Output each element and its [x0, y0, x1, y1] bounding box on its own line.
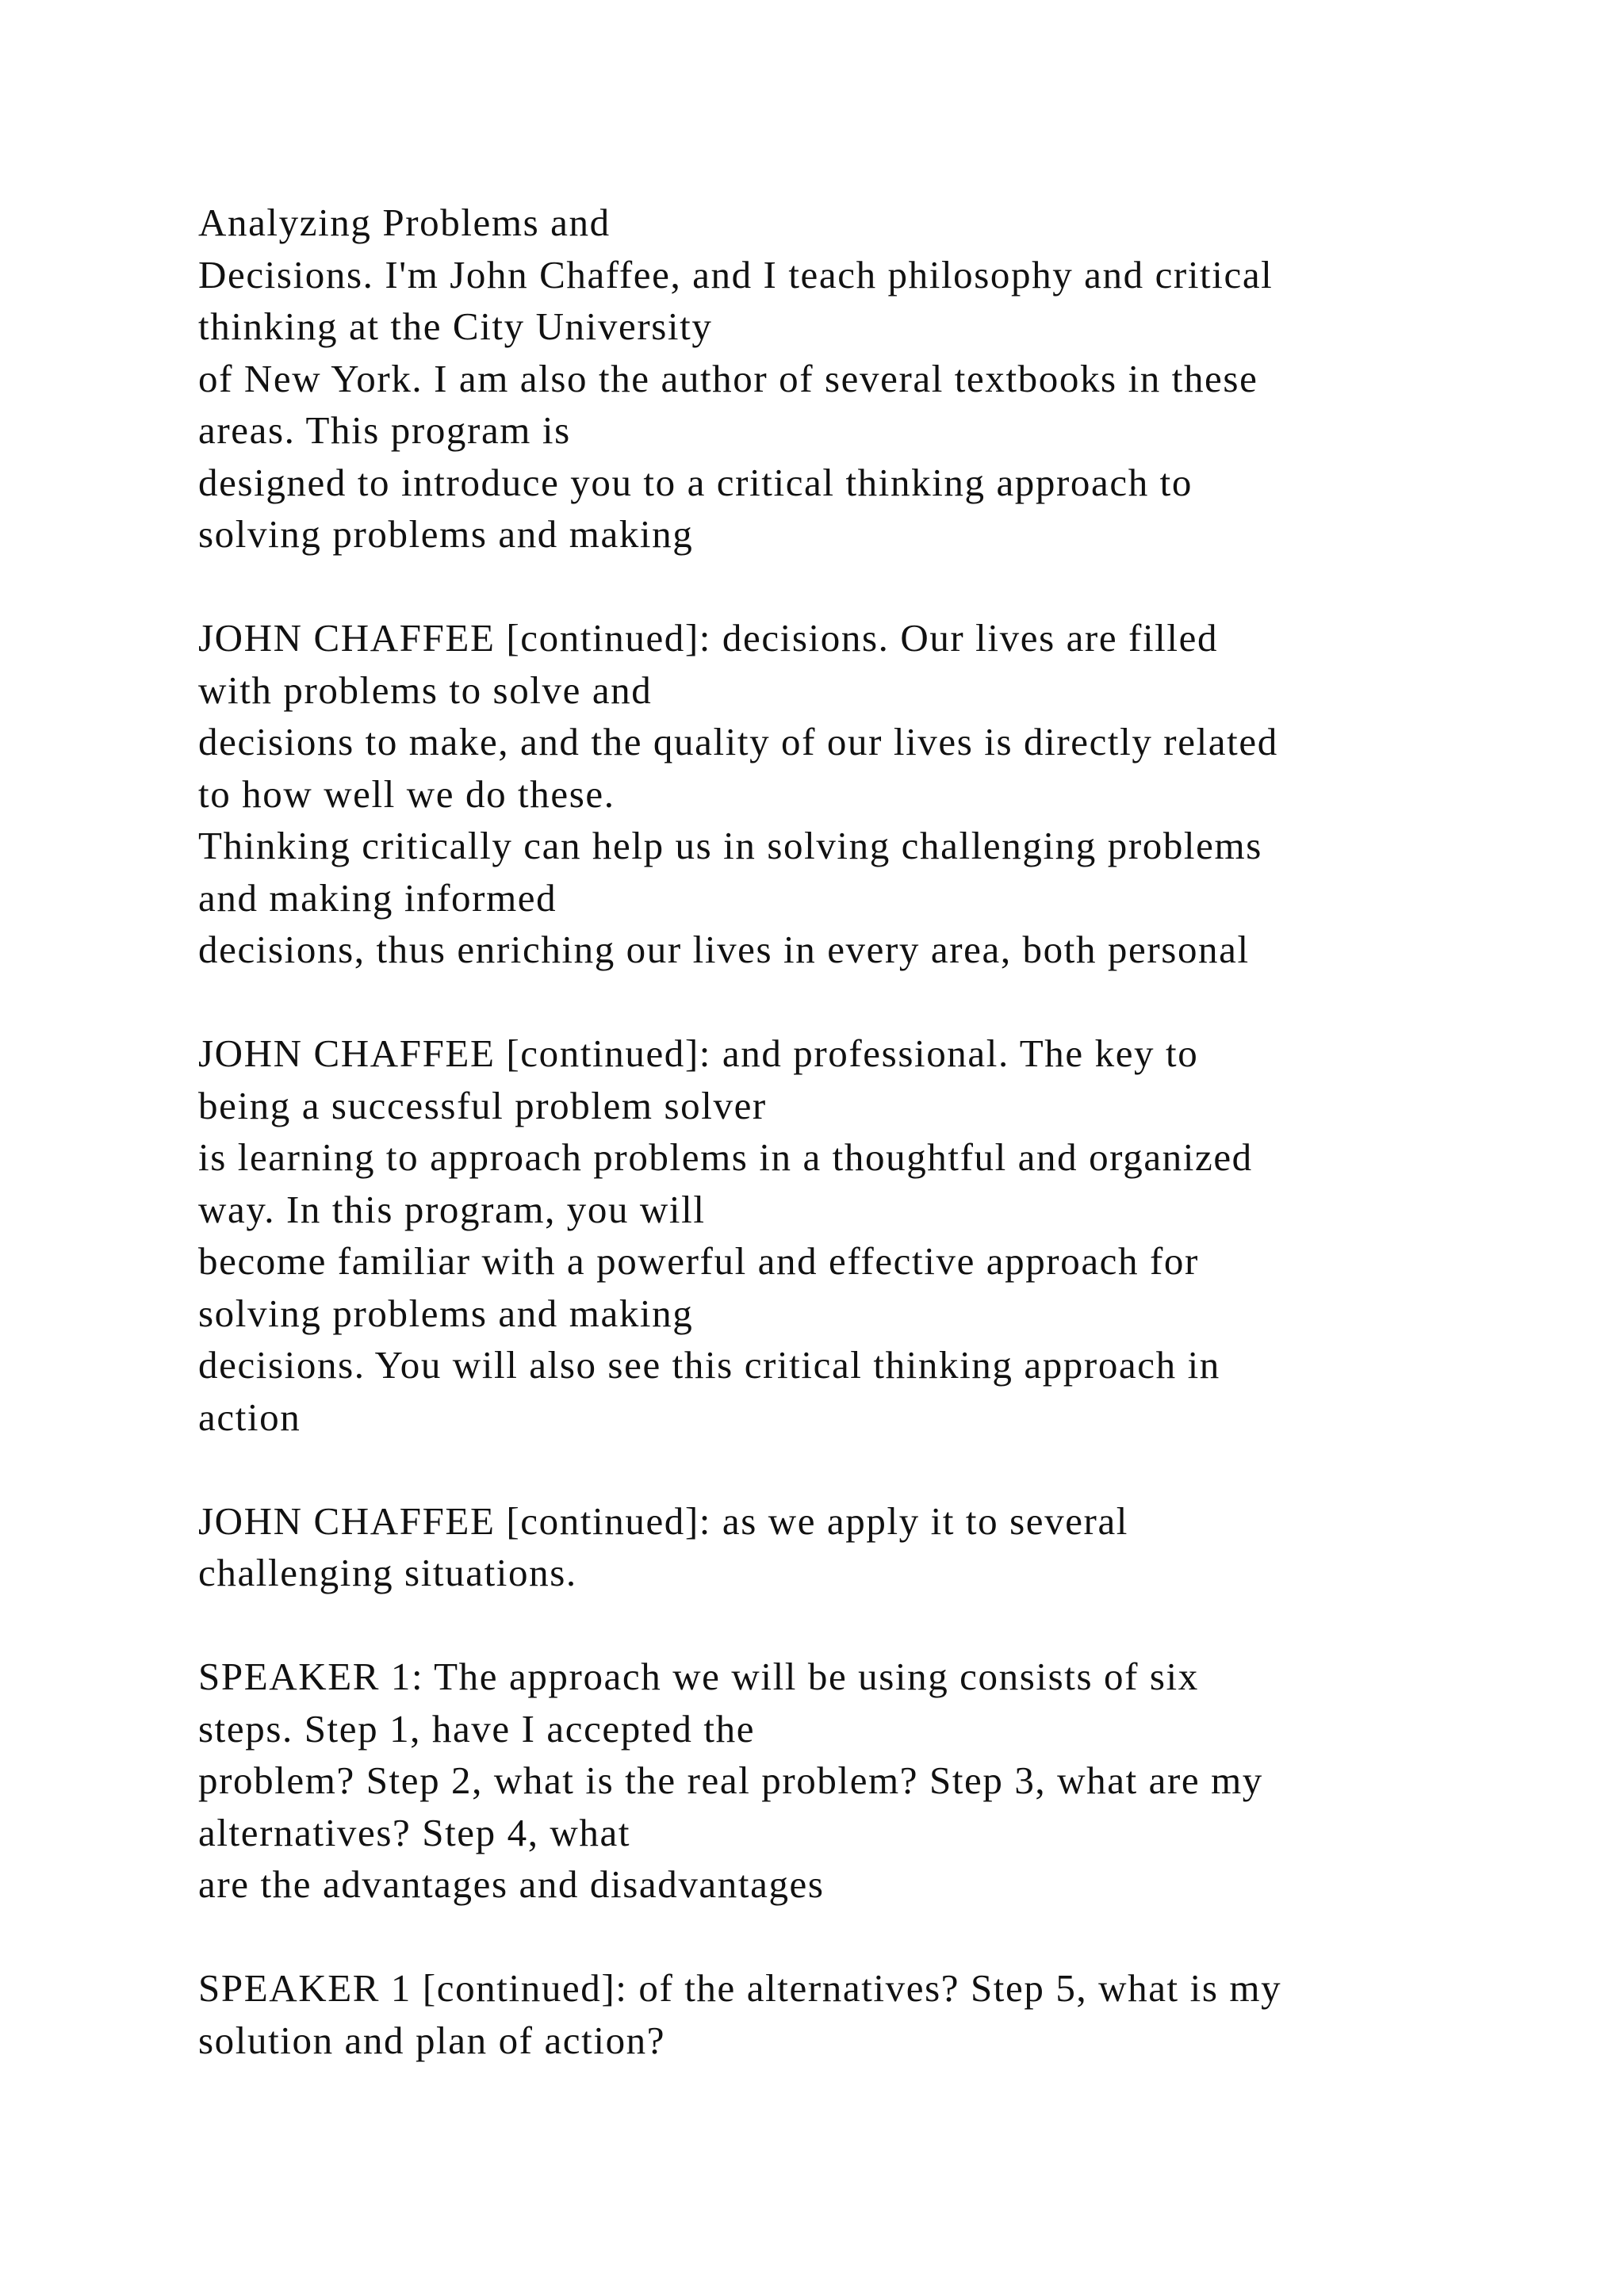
text-line: solving problems and making [198, 512, 694, 556]
text-line: Decisions. I'm John Chaffee, and I teach philosophy and critical [198, 252, 1274, 297]
text-line: SPEAKER 1: The approach we will be using consists of six [198, 1655, 1199, 1698]
paragraph-4 [198, 1495, 1467, 1599]
text-line: become familiar with a powerful and effective approach for [198, 1239, 1199, 1283]
text-line: decisions. You will also see this critical thinking approach in [198, 1343, 1220, 1387]
paragraph-3 [198, 1027, 1467, 1443]
text-line: of New York. I am also the author of several textbooks in these [198, 356, 1258, 400]
text-line: action [198, 1395, 301, 1439]
text-line: challenging situations. [198, 1551, 577, 1594]
text-line: being a successful problem solver [198, 1083, 767, 1127]
text-line: solution and plan of action? [198, 2018, 666, 2062]
text-line: is learning to approach problems in a thoughtful and organized [198, 1135, 1253, 1179]
paragraph-2 [198, 612, 1467, 976]
text-line: decisions, thus enriching our lives in every area, both personal [198, 928, 1250, 971]
text-line: thinking at the City University [198, 304, 713, 348]
text-line: JOHN CHAFFEE [continued]: decisions. Our lives are filled [198, 616, 1219, 660]
text-line: designed to introduce you to a critical thinking approach to [198, 460, 1193, 504]
text-line: steps. Step 1, have I accepted the [198, 1706, 756, 1751]
transcript-text [198, 197, 1467, 2066]
text-line: alternatives? Step 4, what [198, 1810, 631, 1854]
paragraph-5 [198, 1651, 1467, 1911]
text-line: JOHN CHAFFEE [continued]: and professional. The key to [198, 1031, 1199, 1075]
paragraph-6 [198, 1962, 1467, 2066]
text-line: way. In this program, you will [198, 1187, 706, 1231]
text-line: with problems to solve and [198, 668, 653, 712]
text-line: Analyzing Problems and [198, 201, 611, 244]
text-line: SPEAKER 1 [continued]: of the alternatives? Step 5, what is my [198, 1966, 1282, 2010]
text-line: Thinking critically can help us in solving challenging problems [198, 824, 1262, 867]
text-line: are the advantages and disadvantages [198, 1862, 825, 1906]
text-line: decisions to make, and the quality of our lives is directly related [198, 720, 1278, 763]
text-line: and making informed [198, 875, 557, 920]
text-line: to how well we do these. [198, 771, 615, 816]
text-line: JOHN CHAFFEE [continued]: as we apply it to several [198, 1498, 1129, 1543]
text-line: problem? Step 2, what is the real problem? Step 3, what are my [198, 1758, 1263, 1802]
text-line: areas. This program is [198, 408, 571, 452]
text-line: solving problems and making [198, 1291, 694, 1335]
paragraph-1 [198, 197, 1467, 561]
